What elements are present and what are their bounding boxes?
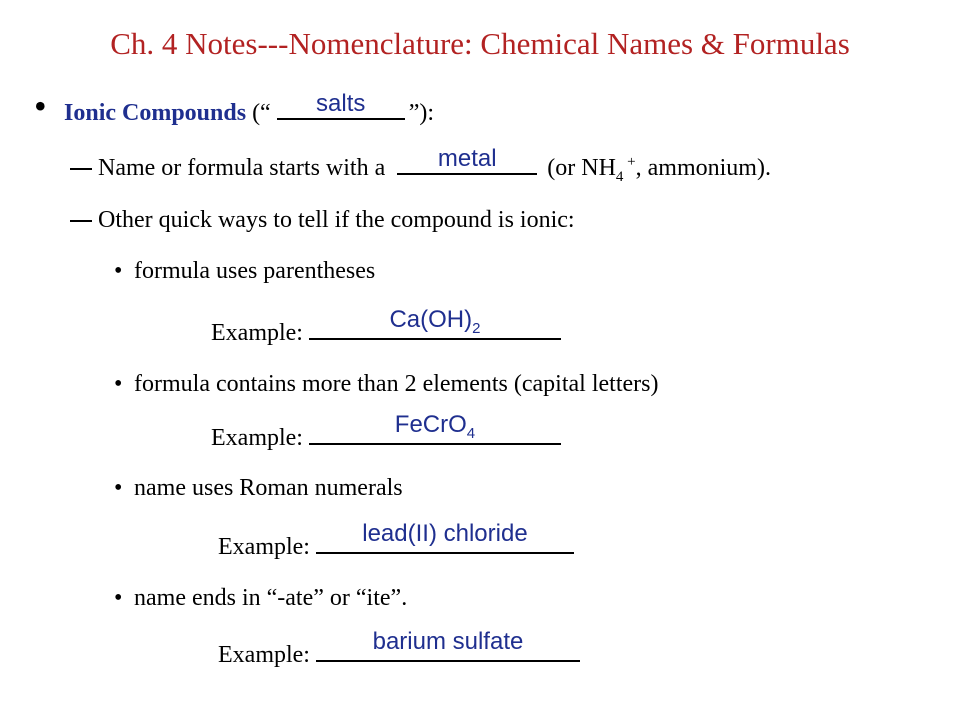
rule-item (114, 258, 375, 285)
main-bullet-icon: • (34, 86, 47, 126)
rule-text: formula uses parentheses (134, 258, 376, 284)
example-label: Example: (211, 425, 303, 451)
rule-bullet-icon: • (114, 371, 123, 397)
rule-text: formula contains more than 2 elements (capital letters) (134, 371, 659, 397)
rule-item (114, 585, 407, 612)
rule-item (114, 475, 403, 502)
example-blank (309, 411, 561, 445)
example-label: Example: (218, 534, 310, 560)
rule-text: name uses Roman numerals (134, 475, 403, 501)
metal-after-open: (or NH (541, 155, 616, 181)
example-line (211, 306, 565, 347)
ionic-close: ”): (408, 100, 435, 126)
metal-answer: metal (437, 145, 497, 172)
metal-sup: + (623, 154, 636, 170)
slide-title: Ch. 4 Notes---Nomenclature: Chemical Names & Formulas (110, 26, 850, 61)
rule-bullet-icon: • (114, 475, 123, 501)
example-answer: FeCrO$_4$ (394, 411, 476, 442)
example-answer: $Ca(OH)_2$ (389, 306, 481, 337)
example-blank (316, 520, 574, 554)
quick-line (70, 207, 575, 234)
metal-line (70, 145, 771, 186)
example-blank (309, 306, 561, 340)
rule-item (114, 371, 658, 398)
example-label: Example: (218, 642, 310, 668)
rule-bullet-icon: • (114, 585, 123, 611)
ionic-line (64, 90, 435, 127)
metal-sub: 4 (615, 168, 624, 185)
example-label: Example: (211, 320, 303, 346)
example-answer: lead(II) chloride (362, 520, 528, 548)
example-blank (316, 628, 580, 662)
example-line (218, 628, 584, 669)
rule-bullet-icon: • (114, 258, 123, 284)
example-line (218, 520, 578, 561)
ionic-heading: Ionic Compounds (64, 100, 247, 126)
quick-text: Other quick ways to tell if the compound is ionic: (98, 207, 575, 233)
metal-before: Name or formula starts with a (98, 155, 392, 181)
dash-icon (70, 168, 92, 170)
example-line (211, 411, 565, 452)
metal-blank (397, 145, 537, 175)
example-answer: barium sulfate (372, 628, 524, 656)
dash-icon (70, 220, 92, 222)
ionic-open: (“ (246, 100, 271, 126)
ionic-answer: salts (316, 90, 366, 117)
metal-after-close: , ammonium). (635, 155, 771, 181)
rule-text: name ends in “-ate” or “ite”. (134, 585, 408, 611)
ionic-blank (277, 90, 405, 120)
